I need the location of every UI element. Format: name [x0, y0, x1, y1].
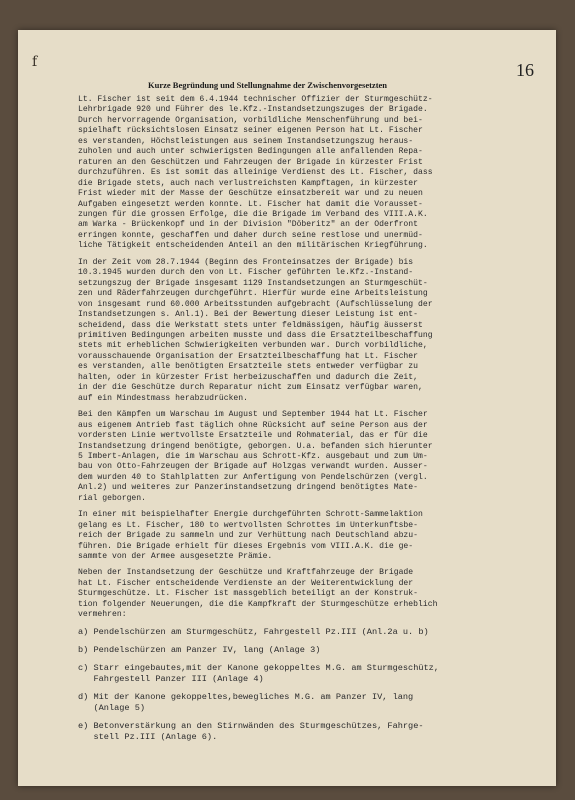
text-line: von insgesamt rund 60.000 Arbeitsstunden aufgebracht (Aufschlüsselung der: [78, 299, 433, 309]
text-line: aus eigenem Antrieb fast täglich ohne Rücksicht auf seine Person aus der: [78, 420, 428, 430]
text-line: die Brigade stets, auch nach verlustreichsten Kampftagen, in kürzester: [78, 178, 418, 188]
text-line: stets mit erheblichen Schwierigkeiten verbunden war. Durch vorbildliche,: [78, 341, 428, 351]
text-line: es verstanden, Höchstleistungen aus seinem Instandsetzungszug heraus-: [78, 136, 414, 146]
text-line: liche Tätigkeit entscheidenden Anteil an den militärischen Kriegführung.: [78, 241, 428, 251]
text-line: In der Zeit vom 28.7.1944 (Beginn des Fronteinsatzes der Brigade) bis: [78, 257, 414, 267]
text-line: primitiven Bedingungen arbeiten musste und dass die Ersatzteilbeschaffung: [78, 330, 433, 340]
text-line: Frist wieder mit der Masse der Geschütze einsatzbereit war und zu neuen: [78, 189, 423, 199]
text-line: Anl.2) und weiteres zur Panzerinstandsetzung dringend benötigtes Mate-: [78, 483, 418, 493]
text-line: Neben der Instandsetzung der Geschütze und Kraftfahrzeuge der Brigade: [78, 568, 414, 578]
text-line: In einer mit beispielhafter Energie durchgeführten Schrott-Sammelaktion: [78, 510, 423, 520]
text-line: zungen für die grossen Erfolge, die die Brigade im Verband des VIII.A.K.: [78, 209, 428, 219]
text-line: vordersten Linie wertvollste Ersatzteile und Rohmaterial, das er für die: [78, 431, 428, 441]
text-line: a) Pendelschürzen am Sturmgeschütz, Fahrgestell Pz.III (Anl.2a u. b): [78, 626, 429, 637]
text-line: Aufgaben eingesetzt werden konnte. Lt. Fischer hat damit die Vorausset-: [78, 199, 423, 209]
text-line: vorausschauende Organisation der Ersatzteilbeschaffung hat Lt. Fischer: [78, 351, 418, 361]
list-item: [78, 627, 540, 638]
list-item: [78, 663, 540, 685]
text-line: bau von Otto-Fahrzeugen der Brigade auf Holzgas verwandt wurden. Ausser-: [78, 462, 428, 472]
document-heading: Kurze Begründung und Stellungnahme der Zwischenvorgesetzten: [148, 80, 388, 90]
text-line: Instandsetzung dringend benötigte, geborgen. U.a. befanden sich hierunter: [78, 441, 433, 451]
text-line: vermehren:: [78, 610, 127, 620]
text-line: spielhaft rücksichtslosen Einsatz seiner eigenen Person hat Lt. Fischer: [78, 126, 423, 136]
text-line: b) Pendelschürzen am Panzer IV, lang (Anlage 3): [78, 644, 321, 655]
list-item: [78, 692, 540, 714]
paragraph: [78, 410, 540, 504]
text-line: stell Pz.III (Anlage 6).: [78, 731, 218, 742]
text-line: reich der Brigade zu sammeln und zur Verhüttung nach Deutschland abzu-: [78, 531, 418, 541]
text-line: am Warka - Brückenkopf und in der Division "Döberitz" an der Oderfront: [78, 220, 418, 230]
document-page: [18, 30, 556, 786]
paragraph-container: [78, 95, 540, 621]
text-line: (Anlage 5): [78, 702, 146, 713]
text-line: rial geborgen.: [78, 493, 146, 503]
text-line: Instandsetzungen s. Anl.1). Bei der Bewertung dieser Leistung ist ent-: [78, 310, 418, 320]
document-body: [78, 95, 540, 750]
text-line: scheidend, dass die Werkstatt stets unter feldmässigen, häufig äusserst: [78, 320, 423, 330]
text-line: Lt. Fischer ist seit dem 6.4.1944 technischer Offizier der Sturmgeschütz-: [78, 95, 433, 104]
text-line: e) Betonverstärkung an den Stirnwänden des Sturmgeschützes, Fahrge-: [78, 720, 424, 731]
list-item: [78, 721, 540, 743]
paragraph: [78, 568, 540, 620]
text-line: halten, oder in kürzester Frist herbeizuschaffen und dadurch die Zeit,: [78, 372, 418, 382]
text-line: Sturmgeschütze. Lt. Fischer ist massgeblich beteiligt an der Konstruk-: [78, 589, 418, 599]
text-line: Durch hervorragende Organisation, vorbildliche Menschenführung und bei-: [78, 115, 423, 125]
paragraph: [78, 258, 540, 404]
text-line: auf ein Mindestmass herabzudrücken.: [78, 393, 248, 403]
paragraph: [78, 95, 540, 252]
text-line: Bei den Kämpfen um Warschau im August und September 1944 hat Lt. Fischer: [78, 410, 428, 420]
text-line: Lehrbrigade 920 und Führer des le.Kfz.-Instandsetzungszuges der Brigade.: [78, 105, 428, 115]
text-line: in der die Geschütze durch Reparatur nicht zum Einsatz verfügbar waren,: [78, 383, 423, 393]
text-line: c) Starr eingebautes,mit der Kanone gekoppeltes M.G. am Sturmgeschütz,: [78, 662, 439, 673]
text-line: d) Mit der Kanone gekoppeltes,bewegliches M.G. am Panzer IV, lang: [78, 691, 414, 702]
text-line: hat Lt. Fischer entscheidende Verdienste an der Weiterentwicklung der: [78, 578, 414, 588]
text-line: 5 Imbert-Anlagen, die im Warschau aus Schrott-Kfz. ausgebaut und zum Um-: [78, 451, 428, 461]
page-number: 16: [516, 60, 534, 80]
text-line: zuholen und auch unter schwierigsten Bedingungen alle anfallenden Repa-: [78, 147, 423, 157]
text-line: durchzuführen. Es ist somit das alleinige Verdienst des Lt. Fischer, dass: [78, 168, 433, 178]
text-line: es verstanden, alle benötigten Ersatzteile stets entweder verfügbar zu: [78, 362, 418, 372]
text-line: gelang es Lt. Fischer, 180 to wertvollsten Schrottes im Unterkunftsbe-: [78, 520, 418, 530]
text-line: 10.3.1945 wurden durch den von Lt. Fischer geführten le.Kfz.-Instand-: [78, 268, 414, 278]
text-line: sammte von der Armee ausgesetzte Prämie.: [78, 552, 273, 562]
text-line: tion folgender Neuerungen, die die Kampfkraft der Sturmgeschütze erheblich: [78, 599, 438, 609]
text-line: zen und Räderfahrzeugen durchgeführt. Hierfür wurde eine Arbeitsleistung: [78, 289, 428, 299]
text-line: setzungszug der Brigade insgesamt 1129 Instandsetzungen an Sturmgeschüt-: [78, 278, 428, 288]
text-line: Fahrgestell Panzer III (Anlage 4): [78, 673, 264, 684]
text-line: dem wurden 40 to Stahlplatten zur Anfertigung von Pendelschürzen (vergl.: [78, 472, 428, 482]
handwritten-mark: f: [32, 54, 38, 70]
list-item: [78, 645, 540, 656]
text-line: führen. Die Brigade erhielt für dieses Ergebnis vom VIII.A.K. die ge-: [78, 541, 414, 551]
innovation-list: [78, 627, 540, 743]
paragraph: [78, 510, 540, 562]
text-line: erringen konnte, geschaffen und daher durch seine restlose und unermüd-: [78, 230, 423, 240]
text-line: raturen an den Geschützen und Fahrzeugen der Brigade in kürzester Frist: [78, 157, 423, 167]
